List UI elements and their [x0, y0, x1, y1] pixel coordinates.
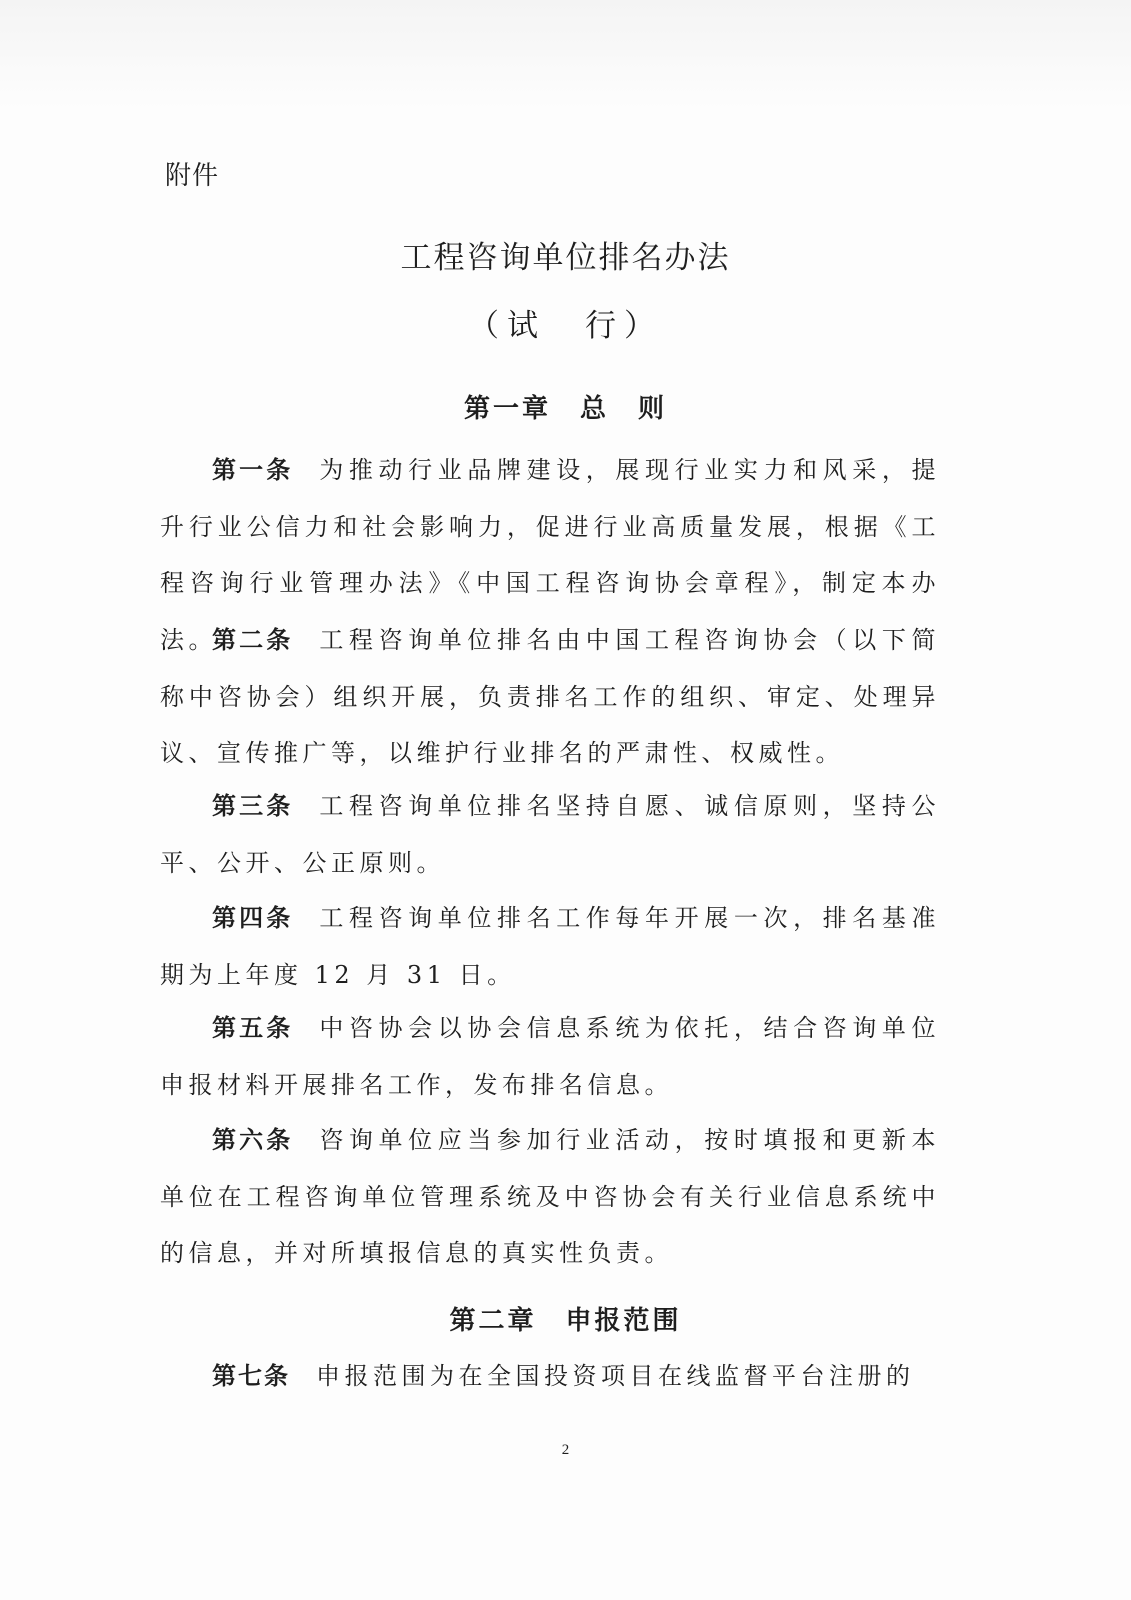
article-label: 第一条: [212, 456, 294, 484]
article-label: 第七条: [212, 1362, 290, 1390]
article-text: 工程咨询单位排名坚持自愿、诚信原则，坚持公平、公开、公正原则。: [160, 792, 941, 877]
article-2: [160, 612, 940, 782]
article-label: 第四条: [212, 904, 294, 932]
article-label: 第三条: [212, 792, 294, 820]
page-number: 2: [561, 1442, 570, 1458]
article-label: 第二条: [212, 626, 294, 654]
article-text: 工程咨询单位排名由中国工程咨询协会（以下简称中咨协会）组织开展，负责排名工作的组织、审定、处理异议、宣传推广等，以维护行业排名的严肃性、权威性。: [160, 626, 941, 767]
article-6: [160, 1112, 940, 1282]
article-text: 申报范围为在全国投资项目在线监督平台注册的: [316, 1362, 915, 1390]
chapter-heading-1: 第一章 总 则: [463, 394, 667, 424]
document-subtitle: （试 行）: [468, 308, 663, 344]
article-7: [160, 1348, 940, 1405]
document-title: 工程咨询单位排名办法: [400, 240, 731, 276]
article-label: 第六条: [212, 1126, 294, 1154]
article-5: [160, 1000, 940, 1113]
attachment-label: 附件: [165, 161, 220, 191]
article-text: 为推动行业品牌建设，展现行业实力和风采，提升行业公信力和社会影响力，促进行业高质量发展，根据《工程咨询行业管理办法》《中国工程咨询协会章程》，制定本办法。: [160, 456, 941, 654]
chapter-heading-2: 第二章 申报范围: [449, 1306, 682, 1336]
scan-shadow: [0, 0, 1131, 110]
article-text: 中咨协会以协会信息系统为依托，结合咨询单位申报材料开展排名工作，发布排名信息。: [160, 1014, 941, 1099]
article-3: [160, 778, 940, 891]
article-label: 第五条: [212, 1014, 294, 1042]
article-text: 咨询单位应当参加行业活动，按时填报和更新本单位在工程咨询单位管理系统及中咨协会有关行业信息系统中的信息，并对所填报信息的真实性负责。: [160, 1126, 941, 1267]
article-4: [160, 890, 940, 1003]
article-text: 工程咨询单位排名工作每年开展一次，排名基准期为上年度 12 月 31 日。: [160, 904, 941, 989]
